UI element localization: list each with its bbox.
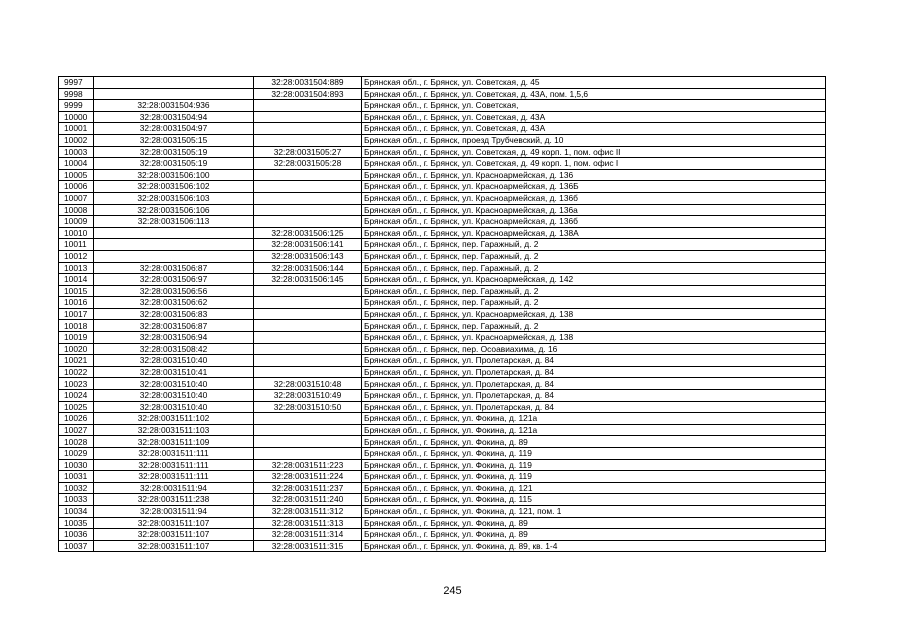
table-row	[59, 448, 826, 460]
row-number-cell: 10013	[59, 262, 94, 274]
address-cell: Брянская обл., г. Брянск, проезд Трубчевский, д. 10	[362, 134, 826, 146]
address-cell: Брянская обл., г. Брянск, ул. Красноармейская, д. 136б	[362, 216, 826, 228]
cadastral-number-cell: 32:28:0031506:87	[94, 262, 254, 274]
row-number-cell: 10004	[59, 158, 94, 170]
cadastral-number-cell: 32:28:0031505:19	[94, 146, 254, 158]
address-cell: Брянская обл., г. Брянск, ул. Фокина, д. 119	[362, 459, 826, 471]
table-row	[59, 529, 826, 541]
cadastral-number-cell: 32:28:0031511:102	[94, 413, 254, 425]
address-cell: Брянская обл., г. Брянск, ул. Пролетарская, д. 84	[362, 366, 826, 378]
address-cell: Брянская обл., г. Брянск, ул. Фокина, д. 119	[362, 471, 826, 483]
cadastral-number-cell: 32:28:0031511:111	[94, 459, 254, 471]
row-number-cell: 10020	[59, 343, 94, 355]
page-number: 245	[443, 585, 462, 597]
object-cadastral-number-cell: 32:28:0031506:145	[254, 274, 362, 286]
object-cadastral-number-cell: 32:28:0031511:313	[254, 517, 362, 529]
table-row	[59, 424, 826, 436]
object-cadastral-number-cell	[254, 332, 362, 344]
object-cadastral-number-cell: 32:28:0031511:240	[254, 494, 362, 506]
object-cadastral-number-cell	[254, 285, 362, 297]
table-row	[59, 274, 826, 286]
row-number-cell: 10024	[59, 390, 94, 402]
address-cell: Брянская обл., г. Брянск, пер. Гаражный, д. 2	[362, 262, 826, 274]
cadastral-number-cell: 32:28:0031505:15	[94, 134, 254, 146]
address-cell: Брянская обл., г. Брянск, ул. Фокина, д. 121, пом. 1	[362, 505, 826, 517]
object-cadastral-number-cell	[254, 308, 362, 320]
object-cadastral-number-cell: 32:28:0031506:125	[254, 227, 362, 239]
object-cadastral-number-cell	[254, 204, 362, 216]
object-cadastral-number-cell	[254, 111, 362, 123]
cadastral-number-cell: 32:28:0031506:87	[94, 320, 254, 332]
row-number-cell: 10014	[59, 274, 94, 286]
row-number-cell: 10027	[59, 424, 94, 436]
cadastral-number-cell	[94, 227, 254, 239]
object-cadastral-number-cell: 32:28:0031506:141	[254, 239, 362, 251]
object-cadastral-number-cell: 32:28:0031511:223	[254, 459, 362, 471]
address-cell: Брянская обл., г. Брянск, ул. Красноармейская, д. 136а	[362, 204, 826, 216]
address-cell: Брянская обл., г. Брянск, ул. Советская, д. 49 корп. 1, пом. офис II	[362, 146, 826, 158]
object-cadastral-number-cell	[254, 169, 362, 181]
cadastral-number-cell: 32:28:0031510:40	[94, 390, 254, 402]
table-row	[59, 436, 826, 448]
address-cell: Брянская обл., г. Брянск, ул. Фокина, д. 119	[362, 448, 826, 460]
table-row	[59, 320, 826, 332]
row-number-cell: 10007	[59, 192, 94, 204]
address-cell: Брянская обл., г. Брянск, ул. Красноармейская, д. 138	[362, 308, 826, 320]
object-cadastral-number-cell	[254, 436, 362, 448]
cadastral-number-cell: 32:28:0031511:107	[94, 517, 254, 529]
address-cell: Брянская обл., г. Брянск, ул. Фокина, д. 89, кв. 1-4	[362, 540, 826, 552]
address-cell: Брянская обл., г. Брянск, пер. Гаражный, д. 2	[362, 285, 826, 297]
object-cadastral-number-cell	[254, 181, 362, 193]
table-row	[59, 77, 826, 89]
cadastral-number-cell: 32:28:0031506:94	[94, 332, 254, 344]
registry-table	[58, 76, 826, 552]
cadastral-number-cell: 32:28:0031511:111	[94, 471, 254, 483]
table-row	[59, 285, 826, 297]
row-number-cell: 10035	[59, 517, 94, 529]
cadastral-number-cell: 32:28:0031506:102	[94, 181, 254, 193]
row-number-cell: 10029	[59, 448, 94, 460]
address-cell: Брянская обл., г. Брянск, ул. Советская, д. 43А	[362, 123, 826, 135]
cadastral-number-cell: 32:28:0031506:62	[94, 297, 254, 309]
address-cell: Брянская обл., г. Брянск, ул. Красноармейская, д. 138	[362, 332, 826, 344]
object-cadastral-number-cell	[254, 192, 362, 204]
row-number-cell: 10012	[59, 250, 94, 262]
address-cell: Брянская обл., г. Брянск, ул. Пролетарская, д. 84	[362, 401, 826, 413]
address-cell: Брянская обл., г. Брянск, пер. Гаражный, д. 2	[362, 250, 826, 262]
table-row	[59, 297, 826, 309]
address-cell: Брянская обл., г. Брянск, ул. Красноармейская, д. 142	[362, 274, 826, 286]
object-cadastral-number-cell: 32:28:0031506:144	[254, 262, 362, 274]
address-cell: Брянская обл., г. Брянск, ул. Фокина, д. 121а	[362, 424, 826, 436]
cadastral-number-cell: 32:28:0031506:113	[94, 216, 254, 228]
row-number-cell: 10008	[59, 204, 94, 216]
cadastral-number-cell: 32:28:0031510:40	[94, 378, 254, 390]
cadastral-number-cell: 32:28:0031506:97	[94, 274, 254, 286]
address-cell: Брянская обл., г. Брянск, ул. Пролетарская, д. 84	[362, 390, 826, 402]
table-row	[59, 366, 826, 378]
row-number-cell: 10003	[59, 146, 94, 158]
cadastral-number-cell: 32:28:0031508:42	[94, 343, 254, 355]
address-cell: Брянская обл., г. Брянск, пер. Гаражный, д. 2	[362, 297, 826, 309]
object-cadastral-number-cell	[254, 320, 362, 332]
row-number-cell: 10001	[59, 123, 94, 135]
address-cell: Брянская обл., г. Брянск, ул. Фокина, д. 89	[362, 529, 826, 541]
table-row	[59, 158, 826, 170]
table-row	[59, 413, 826, 425]
address-cell: Брянская обл., г. Брянск, пер. Гаражный, д. 2	[362, 320, 826, 332]
cadastral-number-cell: 32:28:0031504:94	[94, 111, 254, 123]
row-number-cell: 10021	[59, 355, 94, 367]
row-number-cell: 10009	[59, 216, 94, 228]
table-row	[59, 459, 826, 471]
address-cell: Брянская обл., г. Брянск, ул. Красноармейская, д. 136б	[362, 192, 826, 204]
row-number-cell: 10005	[59, 169, 94, 181]
object-cadastral-number-cell: 32:28:0031510:48	[254, 378, 362, 390]
table-row	[59, 239, 826, 251]
address-cell: Брянская обл., г. Брянск, пер. Осоавиахима, д. 16	[362, 343, 826, 355]
cadastral-number-cell: 32:28:0031511:238	[94, 494, 254, 506]
address-cell: Брянская обл., г. Брянск, ул. Красноармейская, д. 136Б	[362, 181, 826, 193]
cadastral-number-cell: 32:28:0031510:41	[94, 366, 254, 378]
row-number-cell: 10030	[59, 459, 94, 471]
row-number-cell: 10011	[59, 239, 94, 251]
object-cadastral-number-cell: 32:28:0031511:312	[254, 505, 362, 517]
cadastral-number-cell	[94, 77, 254, 89]
cadastral-number-cell: 32:28:0031506:106	[94, 204, 254, 216]
object-cadastral-number-cell: 32:28:0031510:50	[254, 401, 362, 413]
table-row	[59, 343, 826, 355]
table-row	[59, 88, 826, 100]
table-row	[59, 332, 826, 344]
table-row	[59, 227, 826, 239]
address-cell: Брянская обл., г. Брянск, ул. Пролетарская, д. 84	[362, 378, 826, 390]
address-cell: Брянская обл., г. Брянск, ул. Советская, д. 43А, пом. 1,5,6	[362, 88, 826, 100]
table-row	[59, 204, 826, 216]
table-row	[59, 494, 826, 506]
object-cadastral-number-cell: 32:28:0031505:28	[254, 158, 362, 170]
table-row	[59, 216, 826, 228]
object-cadastral-number-cell	[254, 343, 362, 355]
object-cadastral-number-cell: 32:28:0031511:314	[254, 529, 362, 541]
table-row	[59, 111, 826, 123]
row-number-cell: 10002	[59, 134, 94, 146]
row-number-cell: 10036	[59, 529, 94, 541]
table-row	[59, 250, 826, 262]
table-row	[59, 169, 826, 181]
object-cadastral-number-cell	[254, 134, 362, 146]
object-cadastral-number-cell	[254, 100, 362, 112]
address-cell: Брянская обл., г. Брянск, ул. Советская, д. 49 корп. 1, пом. офис I	[362, 158, 826, 170]
row-number-cell: 10015	[59, 285, 94, 297]
table-row	[59, 308, 826, 320]
table-row	[59, 471, 826, 483]
address-cell: Брянская обл., г. Брянск, ул. Фокина, д. 89	[362, 436, 826, 448]
address-cell: Брянская обл., г. Брянск, пер. Гаражный, д. 2	[362, 239, 826, 251]
table-row	[59, 100, 826, 112]
cadastral-number-cell: 32:28:0031511:94	[94, 482, 254, 494]
object-cadastral-number-cell	[254, 123, 362, 135]
row-number-cell: 10031	[59, 471, 94, 483]
table-row	[59, 482, 826, 494]
address-cell: Брянская обл., г. Брянск, ул. Пролетарская, д. 84	[362, 355, 826, 367]
row-number-cell: 10028	[59, 436, 94, 448]
row-number-cell: 10010	[59, 227, 94, 239]
row-number-cell: 10026	[59, 413, 94, 425]
cadastral-number-cell: 32:28:0031510:40	[94, 401, 254, 413]
object-cadastral-number-cell: 32:28:0031504:889	[254, 77, 362, 89]
address-cell: Брянская обл., г. Брянск, ул. Советская, д. 43А	[362, 111, 826, 123]
address-cell: Брянская обл., г. Брянск, ул. Советская, д. 45	[362, 77, 826, 89]
object-cadastral-number-cell: 32:28:0031511:237	[254, 482, 362, 494]
cadastral-number-cell	[94, 88, 254, 100]
row-number-cell: 10018	[59, 320, 94, 332]
object-cadastral-number-cell: 32:28:0031505:27	[254, 146, 362, 158]
table-row	[59, 262, 826, 274]
row-number-cell: 10017	[59, 308, 94, 320]
object-cadastral-number-cell: 32:28:0031511:224	[254, 471, 362, 483]
registry-table-body	[59, 77, 826, 552]
table-row	[59, 540, 826, 552]
address-cell: Брянская обл., г. Брянск, ул. Советская,	[362, 100, 826, 112]
table-row	[59, 401, 826, 413]
object-cadastral-number-cell	[254, 216, 362, 228]
row-number-cell: 9997	[59, 77, 94, 89]
address-cell: Брянская обл., г. Брянск, ул. Фокина, д. 115	[362, 494, 826, 506]
cadastral-number-cell	[94, 250, 254, 262]
object-cadastral-number-cell	[254, 355, 362, 367]
row-number-cell: 10034	[59, 505, 94, 517]
object-cadastral-number-cell	[254, 413, 362, 425]
table-row	[59, 378, 826, 390]
cadastral-number-cell: 32:28:0031511:111	[94, 448, 254, 460]
address-cell: Брянская обл., г. Брянск, ул. Фокина, д. 89	[362, 517, 826, 529]
cadastral-number-cell: 32:28:0031506:103	[94, 192, 254, 204]
cadastral-number-cell	[94, 239, 254, 251]
row-number-cell: 9999	[59, 100, 94, 112]
cadastral-number-cell: 32:28:0031511:94	[94, 505, 254, 517]
row-number-cell: 10019	[59, 332, 94, 344]
address-cell: Брянская обл., г. Брянск, ул. Фокина, д. 121	[362, 482, 826, 494]
row-number-cell: 10025	[59, 401, 94, 413]
cadastral-number-cell: 32:28:0031506:100	[94, 169, 254, 181]
cadastral-number-cell: 32:28:0031510:40	[94, 355, 254, 367]
cadastral-number-cell: 32:28:0031511:103	[94, 424, 254, 436]
row-number-cell: 10023	[59, 378, 94, 390]
cadastral-number-cell: 32:28:0031505:19	[94, 158, 254, 170]
row-number-cell: 10032	[59, 482, 94, 494]
table-row	[59, 181, 826, 193]
cadastral-number-cell: 32:28:0031506:83	[94, 308, 254, 320]
object-cadastral-number-cell: 32:28:0031511:315	[254, 540, 362, 552]
row-number-cell: 10037	[59, 540, 94, 552]
row-number-cell: 10000	[59, 111, 94, 123]
cadastral-number-cell: 32:28:0031506:56	[94, 285, 254, 297]
address-cell: Брянская обл., г. Брянск, ул. Красноармейская, д. 138А	[362, 227, 826, 239]
table-row	[59, 390, 826, 402]
table-row	[59, 505, 826, 517]
object-cadastral-number-cell	[254, 297, 362, 309]
table-row	[59, 355, 826, 367]
row-number-cell: 10006	[59, 181, 94, 193]
row-number-cell: 10033	[59, 494, 94, 506]
row-number-cell: 10016	[59, 297, 94, 309]
table-row	[59, 134, 826, 146]
cadastral-number-cell: 32:28:0031504:97	[94, 123, 254, 135]
object-cadastral-number-cell	[254, 448, 362, 460]
object-cadastral-number-cell: 32:28:0031504:893	[254, 88, 362, 100]
address-cell: Брянская обл., г. Брянск, ул. Фокина, д. 121а	[362, 413, 826, 425]
object-cadastral-number-cell	[254, 366, 362, 378]
object-cadastral-number-cell	[254, 424, 362, 436]
table-row	[59, 517, 826, 529]
address-cell: Брянская обл., г. Брянск, ул. Красноармейская, д. 136	[362, 169, 826, 181]
row-number-cell: 10022	[59, 366, 94, 378]
object-cadastral-number-cell: 32:28:0031510:49	[254, 390, 362, 402]
cadastral-number-cell: 32:28:0031504:936	[94, 100, 254, 112]
table-row	[59, 146, 826, 158]
object-cadastral-number-cell: 32:28:0031506:143	[254, 250, 362, 262]
cadastral-number-cell: 32:28:0031511:109	[94, 436, 254, 448]
table-row	[59, 192, 826, 204]
row-number-cell: 9998	[59, 88, 94, 100]
cadastral-number-cell: 32:28:0031511:107	[94, 540, 254, 552]
cadastral-number-cell: 32:28:0031511:107	[94, 529, 254, 541]
table-row	[59, 123, 826, 135]
